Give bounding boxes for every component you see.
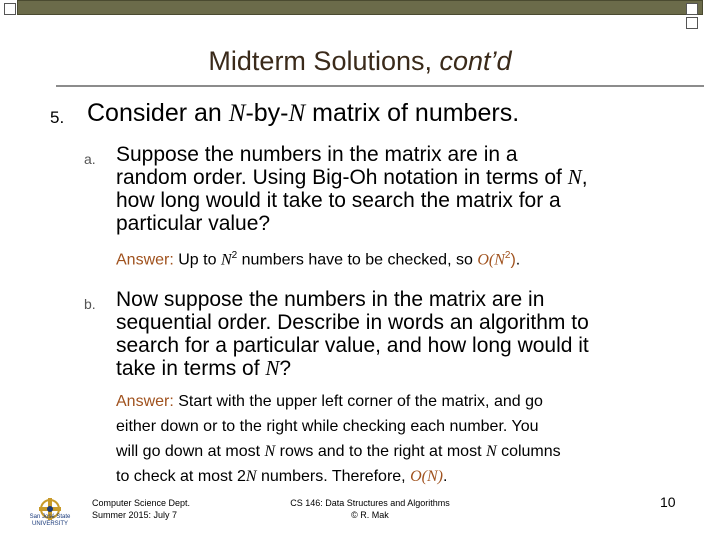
part-a-answer: Answer: Up to $N^2$ numbers have to be checked, so $O(N^2)$. [116, 250, 521, 269]
sjsu-logo-text: San José State UNIVERSITY [29, 514, 71, 527]
part-b-answer: Answer: Start with the upper left corner of the matrix, and go either down or to the right while checking each number. You will go down at most N rows and to the right at most N columns to check at most 2N numbers. Therefore, O(N). [116, 393, 561, 485]
corner-square-icon [4, 3, 16, 15]
title-divider [56, 85, 704, 87]
top-decorative-band [17, 0, 703, 15]
footer-dept: Computer Science Dept. Summer 2015: July 7 [92, 498, 191, 520]
question-number: 5. [50, 108, 65, 127]
footer-course: CS 146: Data Structures and Algorithms © R. Mak [290, 498, 450, 520]
page-number: 10 [660, 494, 676, 510]
question-text: Consider an N-by-N matrix of numbers. [87, 99, 520, 127]
corner-square-icon [686, 3, 698, 15]
slide-title: Midterm Solutions, cont’d [208, 46, 512, 76]
part-b-label: b. [84, 296, 96, 312]
part-b-question: Now suppose the numbers in the matrix are in sequential order. Describe in words an algorithm to search for a particular value, and how long would it take in terms of N? [116, 288, 589, 380]
part-a-label: a. [84, 151, 96, 167]
part-a-question: Suppose the numbers in the matrix are in a random order. Using Big-Oh notation in terms of N, how long would it take to search the matrix for a particular value? [116, 143, 588, 235]
corner-square-icon [686, 17, 698, 29]
